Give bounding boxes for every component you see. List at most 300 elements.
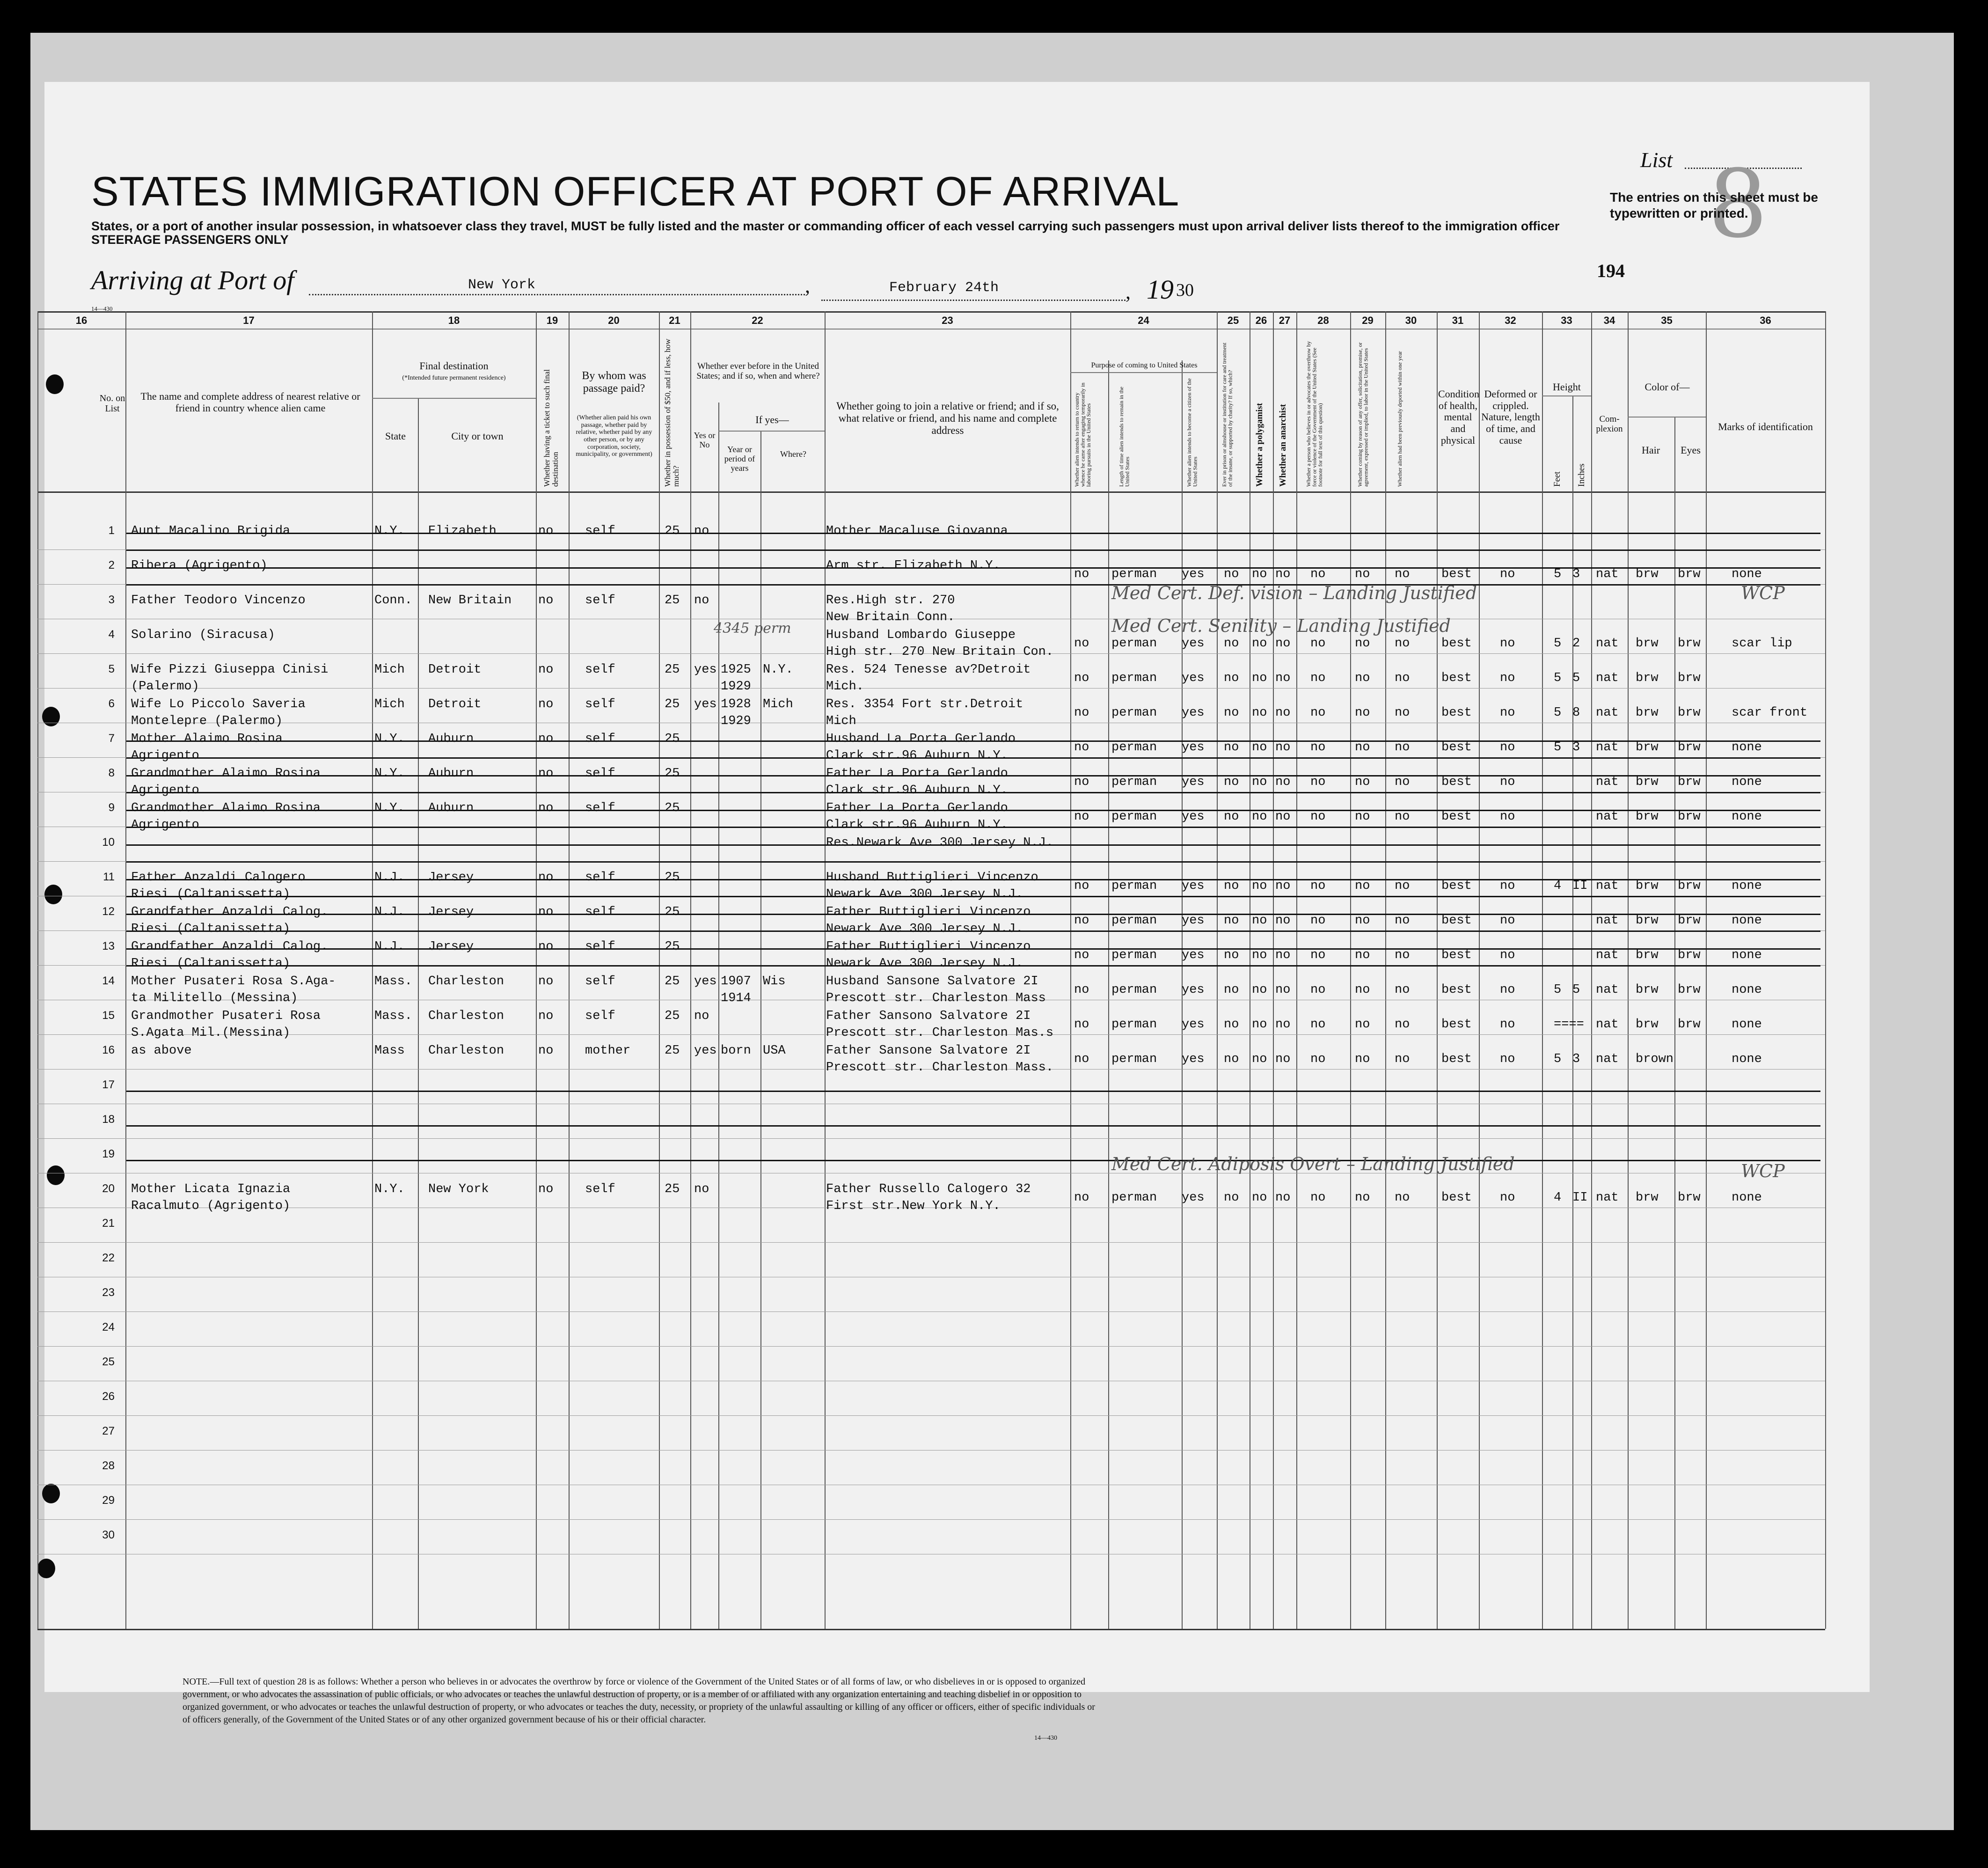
entry-q-cell: no — [1252, 914, 1267, 928]
entry-hair-cell: brown — [1636, 1052, 1674, 1066]
entry-q-cell: no — [1395, 810, 1410, 824]
entry-money-cell: 25 — [665, 940, 680, 954]
strike-through-line — [126, 533, 1820, 534]
entry-q-cell: no — [1252, 637, 1267, 651]
row-number: 25 — [102, 1355, 115, 1368]
entry-ticket-cell: no — [538, 524, 554, 538]
row-rule — [37, 1519, 1825, 1520]
entry-ticket-cell: no — [538, 940, 554, 954]
entry-citizen-cell: yes — [1182, 810, 1205, 824]
entry-q-cell: no — [1252, 740, 1267, 755]
entry-intend-cell: no — [1074, 706, 1089, 720]
entry-q-cell: no — [1275, 671, 1291, 685]
entry-q-cell: no — [1310, 567, 1326, 581]
port-value: New York — [468, 277, 536, 293]
col-inches-header: Inches — [1577, 463, 1586, 487]
entry-q-cell: no — [1355, 810, 1370, 824]
col-hair-header: Hair — [1641, 444, 1660, 456]
entry-deformed-cell: no — [1500, 706, 1515, 720]
entry-intend-cell: no — [1074, 567, 1089, 581]
entry-deformed-cell: no — [1500, 810, 1515, 824]
entry-money-cell: 25 — [665, 974, 680, 989]
entry-q-cell: no — [1395, 775, 1410, 789]
column-rule — [125, 311, 126, 1629]
column-rule — [718, 403, 719, 1629]
entry-citizen-cell: yes — [1182, 879, 1205, 893]
row-number: 27 — [102, 1425, 115, 1437]
entry-q-cell: no — [1395, 1191, 1410, 1205]
entry-relative-cell: Riesi (Caltanissetta) — [131, 957, 291, 971]
column-rule — [1437, 311, 1438, 1629]
entry-eyes-cell: brw — [1678, 983, 1701, 997]
entry-money-cell: 25 — [665, 767, 680, 781]
entry-eyes-cell: brw — [1678, 637, 1701, 651]
entry-state-cell: N.J. — [374, 905, 405, 919]
handwritten-initials: WCP — [1741, 583, 1785, 603]
entry-q-cell: no — [1252, 1052, 1267, 1066]
entry-paid-cell: self — [585, 697, 615, 711]
entry-q-cell: no — [1224, 567, 1239, 581]
entry-feet-cell: 4 — [1554, 879, 1562, 893]
entry-length-cell: perman — [1111, 879, 1157, 893]
entry-ticket-cell: no — [538, 974, 554, 989]
entry-hair-cell: brw — [1636, 740, 1659, 755]
form-ref: 194 — [1597, 260, 1625, 281]
row-number: 14 — [102, 974, 115, 987]
row-number: 29 — [102, 1494, 115, 1507]
entry-q-cell: no — [1395, 948, 1410, 962]
entry-q-cell: no — [1310, 740, 1326, 755]
entry-complexion-cell: nat — [1596, 567, 1619, 581]
punch-hole — [46, 374, 64, 394]
row-number: 20 — [102, 1182, 115, 1195]
col-no-on-list: No. on List — [99, 393, 125, 414]
entry-relative-cell: Mother Pusateri Rosa S.Aga- — [131, 974, 336, 989]
colnum-rule — [37, 329, 1825, 330]
column-rule — [760, 431, 761, 1629]
entry-relative-cell: Mother Licata Ignazia — [131, 1182, 291, 1196]
entry-complexion-cell: nat — [1596, 637, 1619, 651]
entry-q-cell: no — [1224, 879, 1239, 893]
entry-join-cell: Arm str. Elizabeth N.Y. — [826, 559, 1001, 573]
strike-through-line — [126, 1160, 1820, 1161]
entry-state-cell: Mass. — [374, 974, 413, 989]
entry-relative-cell: Solarino (Siracusa) — [131, 628, 275, 642]
entry-length-cell: perman — [1111, 1191, 1157, 1205]
entry-relative-cell: Racalmuto (Agrigento) — [131, 1199, 291, 1213]
entry-q-cell: no — [1310, 775, 1326, 789]
entry-health-cell: best — [1441, 775, 1472, 789]
entry-before-cell: yes — [694, 663, 717, 677]
entry-q-cell: no — [1355, 1191, 1370, 1205]
handwritten-initials: WCP — [1741, 1161, 1785, 1181]
column-rule — [1542, 311, 1543, 1629]
entry-q-cell: no — [1395, 1052, 1410, 1066]
entry-join-cell: Father La Porta Gerlando — [826, 767, 1008, 781]
punch-hole — [42, 1484, 60, 1503]
entry-marks-cell: scar lip — [1732, 637, 1792, 651]
entry-join-cell: Clark str.96 Auburn N.Y. — [826, 784, 1008, 798]
entry-before-cell: no — [694, 1009, 709, 1023]
entry-before-cell: no — [694, 593, 709, 608]
entry-feet-cell: 4 — [1554, 1191, 1562, 1205]
col-number: 30 — [1405, 315, 1417, 326]
entry-q-cell: no — [1224, 1018, 1239, 1032]
entry-join-cell: Prescott str. Charleston Mass — [826, 991, 1046, 1005]
entry-q-cell: no — [1275, 1191, 1291, 1205]
entry-join-cell: Newark Ave 300 Jersey N.J. — [826, 887, 1023, 901]
entry-eyes-cell: brw — [1678, 1018, 1701, 1032]
entry-marks-cell: none — [1732, 1018, 1762, 1032]
entry-city-cell: Charleston — [428, 1044, 504, 1058]
entry-deformed-cell: no — [1500, 948, 1515, 962]
entry-hair-cell: brw — [1636, 671, 1659, 685]
entry-ticket-cell: no — [538, 801, 554, 815]
col-join-header: Whether going to join a relative or friend; and if so, what relative or friend, and his name and complete address — [836, 400, 1059, 436]
list-number: 8 — [1708, 150, 1768, 259]
column-rule — [372, 311, 373, 1629]
col-marks-header: Marks of identification — [1718, 421, 1813, 432]
entry-q-cell: no — [1355, 879, 1370, 893]
col-number: 23 — [942, 315, 953, 326]
col-number: 35 — [1661, 315, 1673, 326]
entry-inches-cell: 5 — [1572, 671, 1580, 685]
entry-deformed-cell: no — [1500, 1052, 1515, 1066]
entry-state-cell: Mich — [374, 697, 405, 711]
entry-relative-cell: Grandfather Anzaldi Calog. — [131, 940, 329, 954]
entry-health-cell: best — [1441, 810, 1472, 824]
entry-join-cell: Father Sansone Salvatore 2I — [826, 1044, 1031, 1058]
col-number: 16 — [75, 315, 88, 326]
entry-state-cell: Mass — [374, 1044, 405, 1058]
entry-feet-cell: 5 — [1554, 567, 1562, 581]
entry-q-cell: no — [1275, 567, 1291, 581]
entry-ticket-cell: no — [538, 697, 554, 711]
entry-city-cell: New York — [428, 1182, 489, 1196]
col-deported-header: Whether alien had been previously deported within one year — [1396, 351, 1403, 487]
entry-city-cell: Auburn — [428, 801, 474, 815]
col-color-header: Color of— — [1644, 381, 1690, 393]
entry-q-cell: no — [1252, 671, 1267, 685]
entry-q-cell: no — [1275, 879, 1291, 893]
entry-deformed-cell: no — [1500, 671, 1515, 685]
row-number: 9 — [108, 801, 115, 814]
row-number: 17 — [102, 1078, 115, 1091]
column-rule — [1706, 311, 1707, 1629]
strike-through-line — [126, 810, 1820, 811]
row-number: 8 — [108, 767, 115, 779]
entry-relative-cell: Grandmother Pusateri Rosa — [131, 1009, 321, 1023]
col-prison-header: Ever in prison or almshouse or institution for care and treatment of the insane, or supported by charity? If so, which? — [1221, 343, 1234, 487]
row-number: 30 — [102, 1529, 115, 1541]
entry-city-cell: New Britain — [428, 593, 512, 608]
entry-length-cell: perman — [1111, 567, 1157, 581]
strike-through-line — [126, 549, 1820, 551]
entry-money-cell: 25 — [665, 1009, 680, 1023]
entry-state-cell: N.J. — [374, 940, 405, 954]
entry-complexion-cell: nat — [1596, 1018, 1619, 1032]
entry-state-cell: N.Y. — [374, 1182, 405, 1196]
punch-hole — [47, 1165, 65, 1185]
entry-city-cell: Detroit — [428, 663, 482, 677]
row-number: 4 — [108, 628, 115, 641]
entry-city-cell: Auburn — [428, 732, 474, 746]
entry-q-cell: no — [1252, 1191, 1267, 1205]
entry-q-cell: no — [1224, 914, 1239, 928]
entry-money-cell: 25 — [665, 1182, 680, 1196]
entry-join-cell: Father Sansono Salvatore 2I — [826, 1009, 1031, 1023]
col-before-header: Whether ever before in the United States; and if so, when and where? — [696, 361, 820, 381]
col-purpose-c: Whether alien intends to become a citizen of the United States — [1186, 378, 1199, 487]
entry-q-cell: no — [1252, 879, 1267, 893]
row-rule — [37, 1311, 1825, 1312]
strike-through-line — [126, 879, 1820, 880]
entry-paid-cell: self — [585, 940, 615, 954]
entry-inches-cell: 3 — [1572, 1052, 1580, 1066]
entry-deformed-cell: no — [1500, 1191, 1515, 1205]
entry-join-cell: Husband La Porta Gerlando — [826, 732, 1016, 746]
entry-length-cell: perman — [1111, 775, 1157, 789]
entry-q-cell: no — [1310, 1052, 1326, 1066]
entry-join-cell: Prescott str. Charleston Mas.s — [826, 1026, 1054, 1040]
entry-join-cell: Mother Macaluse Giovanna — [826, 524, 1008, 538]
entry-relative-cell: Ribera (Agrigento) — [131, 559, 268, 573]
col-number: 24 — [1138, 315, 1149, 326]
entry-join-cell: Mich — [826, 714, 856, 728]
entry-period-cell: 1929 — [721, 714, 751, 728]
entry-eyes-cell: brw — [1678, 775, 1701, 789]
entry-city-cell: Jersey — [428, 905, 474, 919]
entry-relative-cell: Grandmother Alaimo Rosina — [131, 801, 321, 815]
entry-hair-cell: brw — [1636, 914, 1659, 928]
entry-q-cell: no — [1275, 637, 1291, 651]
entry-length-cell: perman — [1111, 914, 1157, 928]
column-rule — [418, 398, 419, 1629]
column-rule — [1479, 311, 1480, 1629]
entry-city-cell: Jersey — [428, 871, 474, 885]
col-period-header: Year or period of years — [724, 445, 755, 473]
entry-health-cell: best — [1441, 948, 1472, 962]
entry-q-cell: no — [1310, 706, 1326, 720]
row-number: 26 — [102, 1390, 115, 1403]
entry-q-cell: no — [1355, 637, 1370, 651]
row-number: 11 — [103, 871, 115, 883]
entry-feet-cell: 5 — [1554, 637, 1562, 651]
entry-paid-cell: self — [585, 801, 615, 815]
entry-hair-cell: brw — [1636, 637, 1659, 651]
entry-q-cell: no — [1224, 740, 1239, 755]
strike-through-line — [126, 844, 1820, 846]
entry-join-cell: Res.Newark Ave 300 Jersey N.J. — [826, 836, 1054, 850]
entry-period-cell: 1925 — [721, 663, 751, 677]
entry-hair-cell: brw — [1636, 879, 1659, 893]
entry-ticket-cell: no — [538, 767, 554, 781]
entry-before-cell: yes — [694, 974, 717, 989]
entry-health-cell: best — [1441, 1052, 1472, 1066]
sub-rule — [372, 398, 536, 399]
row-rule — [37, 1138, 1825, 1139]
entry-citizen-cell: yes — [1182, 637, 1205, 651]
entry-paid-cell: self — [585, 663, 615, 677]
entry-relative-cell: Father Teodoro Vincenzo — [131, 593, 306, 608]
entry-join-cell: Father Russello Calogero 32 — [826, 1182, 1031, 1196]
strike-through-line — [126, 861, 1820, 863]
entry-q-cell: no — [1275, 1018, 1291, 1032]
strike-through-line — [126, 827, 1820, 828]
entry-health-cell: best — [1441, 706, 1472, 720]
entry-q-cell: no — [1395, 983, 1410, 997]
entry-length-cell: perman — [1111, 948, 1157, 962]
entry-q-cell: no — [1275, 983, 1291, 997]
entry-money-cell: 25 — [665, 871, 680, 885]
entry-q-cell: no — [1395, 671, 1410, 685]
footnote-code: 14—430 — [1034, 1735, 1057, 1742]
small-code: 14—430 — [91, 305, 113, 312]
strike-through-line — [126, 792, 1820, 793]
entry-marks-cell: none — [1732, 567, 1762, 581]
row-number: 3 — [108, 593, 115, 606]
entry-complexion-cell: nat — [1596, 1052, 1619, 1066]
entry-complexion-cell: nat — [1596, 671, 1619, 685]
column-rule — [37, 311, 38, 1629]
entry-relative-cell: as above — [131, 1044, 192, 1058]
row-number: 12 — [102, 905, 115, 918]
col-ifyes-header: If yes— — [755, 414, 789, 425]
row-number: 6 — [108, 697, 115, 710]
entry-citizen-cell: yes — [1182, 706, 1205, 720]
strike-through-line — [126, 567, 1820, 569]
entry-health-cell: best — [1441, 1018, 1472, 1032]
entry-citizen-cell: yes — [1182, 775, 1205, 789]
entry-q-cell: no — [1252, 567, 1267, 581]
row-number: 13 — [102, 940, 115, 952]
entry-relative-cell: Father Anzaldi Calogero — [131, 871, 306, 885]
entry-eyes-cell: brw — [1678, 671, 1701, 685]
entry-eyes-cell: brw — [1678, 740, 1701, 755]
sub-rule — [1628, 417, 1706, 418]
entry-relative-cell: S.Agata Mil.(Messina) — [131, 1026, 291, 1040]
entry-marks-cell: none — [1732, 914, 1762, 928]
entry-q-cell: no — [1252, 1018, 1267, 1032]
date-value: February 24th — [889, 280, 999, 296]
entry-state-cell: Conn. — [374, 593, 413, 608]
col-number: 22 — [752, 315, 763, 326]
entry-relative-cell: Riesi (Caltanissetta) — [131, 922, 291, 936]
col-number: 27 — [1279, 315, 1291, 326]
entry-citizen-cell: yes — [1182, 1191, 1205, 1205]
entry-q-cell: no — [1275, 1052, 1291, 1066]
column-rule — [1217, 311, 1218, 1629]
punch-hole — [37, 1559, 55, 1578]
entry-join-cell: First str.New York N.Y. — [826, 1199, 1001, 1213]
entry-deformed-cell: no — [1500, 637, 1515, 651]
entry-q-cell: no — [1310, 810, 1326, 824]
entry-intend-cell: no — [1074, 775, 1089, 789]
entry-join-cell: Newark Ave 300 Jersey N.J. — [826, 922, 1023, 936]
entry-relative-cell: Wife Lo Piccolo Saveria — [131, 697, 306, 711]
col-number: 32 — [1505, 315, 1516, 326]
list-label: List — [1640, 148, 1673, 172]
header-bottom-rule — [37, 491, 1825, 493]
entry-hair-cell: brw — [1636, 810, 1659, 824]
entry-join-cell: Newark Ave 300 Jersey N.J. — [826, 957, 1023, 971]
entry-marks-cell: none — [1732, 983, 1762, 997]
entry-ticket-cell: no — [538, 663, 554, 677]
year-prefix: 19 — [1147, 274, 1174, 305]
entry-q-cell: no — [1252, 810, 1267, 824]
col-polygamist-header: Whether a polygamist — [1255, 403, 1264, 487]
punch-hole — [42, 707, 60, 726]
entry-q-cell: no — [1275, 775, 1291, 789]
entry-state-cell: N.Y. — [374, 732, 405, 746]
entry-state-cell: N.Y. — [374, 767, 405, 781]
row-number: 24 — [102, 1321, 115, 1333]
entry-feet-cell: 5 — [1554, 671, 1562, 685]
entry-city-cell: Jersey — [428, 940, 474, 954]
col-height-header: Height — [1553, 381, 1581, 393]
entry-inches-cell: II — [1572, 879, 1588, 893]
row-number: 21 — [102, 1217, 115, 1230]
entry-before-cell: yes — [694, 1044, 717, 1058]
steerage-label: STEERAGE PASSENGERS ONLY — [91, 233, 289, 247]
col-city-header: City or town — [451, 430, 504, 442]
col-where-header: Where? — [780, 449, 806, 459]
column-rule — [1350, 311, 1351, 1629]
entry-deformed-cell: no — [1500, 879, 1515, 893]
entry-marks-cell: scar front — [1732, 706, 1808, 720]
entry-q-cell: no — [1224, 983, 1239, 997]
entry-relative-cell: (Palermo) — [131, 680, 199, 694]
entry-period-cell: 1907 — [721, 974, 751, 989]
entry-ticket-cell: no — [538, 905, 554, 919]
col-state-header: State — [385, 430, 406, 442]
column-rule — [1296, 311, 1297, 1629]
entry-q-cell: no — [1275, 740, 1291, 755]
entry-q-cell: no — [1355, 567, 1370, 581]
entry-inches-cell: 5 — [1572, 983, 1580, 997]
entry-q-cell: no — [1224, 775, 1239, 789]
col-paid-header: By whom was passage paid? — [582, 370, 646, 395]
entry-hair-cell: brw — [1636, 1191, 1659, 1205]
column-rule — [1273, 311, 1274, 1629]
arriving-label: Arriving at Port of — [91, 265, 294, 295]
entry-period-cell: 1928 — [721, 697, 751, 711]
entry-complexion-cell: nat — [1596, 983, 1619, 997]
entry-join-cell: High str. 270 New Britain Con. — [826, 645, 1054, 659]
entry-complexion-cell: nat — [1596, 948, 1619, 962]
handwritten-note: 4345 perm — [714, 620, 791, 637]
entry-join-cell: Father Buttiglieri Vincenzo — [826, 940, 1031, 954]
entry-citizen-cell: yes — [1182, 671, 1205, 685]
entry-q-cell: no — [1395, 706, 1410, 720]
entry-join-cell: New Britain Conn. — [826, 610, 955, 624]
entry-money-cell: 25 — [665, 732, 680, 746]
entry-eyes-cell: brw — [1678, 1191, 1701, 1205]
entry-q-cell: no — [1355, 706, 1370, 720]
entry-health-cell: best — [1441, 740, 1472, 755]
column-rule — [536, 311, 537, 1629]
entry-health-cell: best — [1441, 637, 1472, 651]
col-paid-note: (Whether alien paid his own passage, whether paid by relative, whether paid by any other person, or by any corporation, society, municipality, or government) — [576, 414, 652, 458]
entry-city-cell: Elizabeth — [428, 524, 497, 538]
strike-through-line — [126, 584, 1820, 586]
entry-relative-cell: Riesi (Caltanissetta) — [131, 887, 291, 901]
entry-q-cell: no — [1224, 706, 1239, 720]
entry-q-cell: no — [1355, 1018, 1370, 1032]
col-labor-offer-header: Whether coming by reason of any offer, solicitation, promise, or agreement, expressed or implied, to labor in the United States — [1357, 342, 1369, 487]
row-number: 16 — [102, 1044, 115, 1056]
entry-q-cell: no — [1395, 637, 1410, 651]
